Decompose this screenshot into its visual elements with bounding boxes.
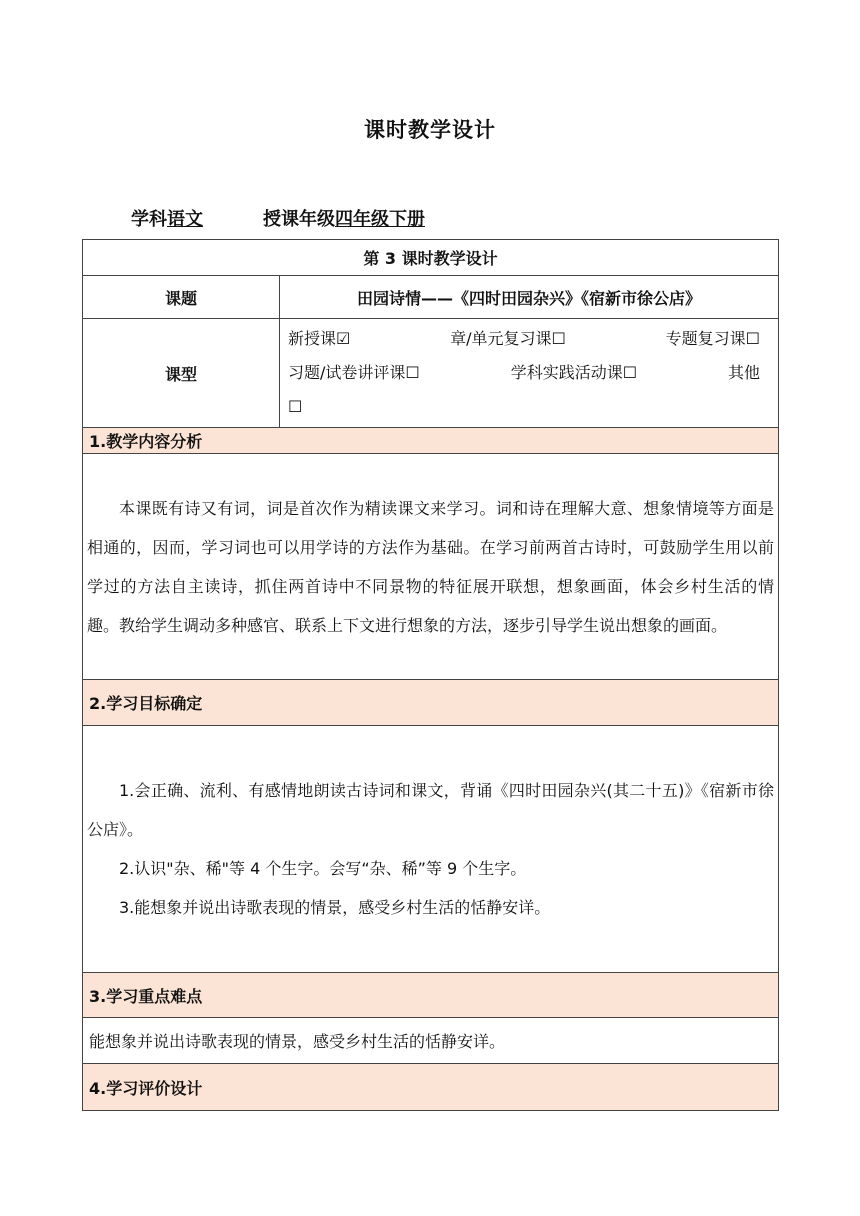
checkbox-icon[interactable]: ☐ (745, 329, 760, 348)
lesson-design-table (82, 239, 779, 1111)
section-3-title: 3.学习重点难点 (83, 973, 779, 1018)
type-option[interactable]: 学科实践活动课☐ (511, 356, 637, 390)
topic-label: 课题 (83, 276, 280, 319)
section-3-body: 能想象并说出诗歌表现的情景，感受乡村生活的恬静安详。 (83, 1018, 779, 1064)
topic-value: 田园诗情——《四时田园杂兴》《宿新市徐公店》 (280, 276, 779, 319)
type-label: 课型 (83, 319, 280, 428)
type-option[interactable]: 新授课☑ (288, 322, 350, 356)
subject-value: 语文 (167, 209, 203, 230)
section-2-body (83, 726, 779, 973)
table-header: 第 3 课时教学设计 (83, 240, 779, 276)
checkbox-icon[interactable]: ☐ (622, 363, 638, 382)
checkbox-icon[interactable]: ☐ (405, 363, 420, 382)
checkbox-icon[interactable]: ☐ (551, 329, 566, 348)
checkbox-icon[interactable]: ☐ (288, 397, 303, 416)
section-2-title: 2.学习目标确定 (83, 680, 779, 726)
grade-value: 四年级下册 (335, 209, 425, 230)
section-1-title: 1.教学内容分析 (83, 428, 779, 454)
checkbox-checked-icon[interactable]: ☑ (336, 329, 351, 348)
goal-item: 1.会正确、流利、有感情地朗读古诗词和课文，背诵《四时田园杂兴(其二十五)》《宿新市徐公店》。 (87, 781, 774, 839)
section-1-body: 本课既有诗又有词，词是首次作为精读课文来学习。词和诗在理解大意、想象情境等方面是相通的，因而，学习词也可以用学诗的方法作为基础。在学习前两首古诗时，可鼓励学生用以前学过的方法自主读诗，抓住两首诗中不同景物的特征展开联想，想象画面，体会乡村生活的情趣。教给学生调动多种感官、联系上下文进行想象的方法，逐步引导学生说出想象的画面。 (83, 454, 779, 680)
subject-label: 学科 (131, 209, 167, 230)
type-option[interactable]: 章/单元复习课☐ (450, 322, 566, 356)
meta-line (131, 205, 425, 231)
type-options (280, 319, 779, 428)
type-option[interactable]: 专题复习课☐ (666, 322, 760, 356)
grade-label: 授课年级 (263, 209, 335, 230)
page-title: 课时教学设计 (364, 118, 496, 142)
goal-item: 2.认识"杂、稀"等 4 个生字。会写“杂、稀”等 9 个生字。 (119, 859, 527, 878)
type-option[interactable]: 其他 (727, 363, 760, 382)
type-option[interactable]: 习题/试卷讲评课☐ (288, 356, 420, 390)
section-4-title: 4.学习评价设计 (83, 1064, 779, 1111)
goal-item: 3.能想象并说出诗歌表现的情景，感受乡村生活的恬静安详。 (119, 898, 551, 917)
